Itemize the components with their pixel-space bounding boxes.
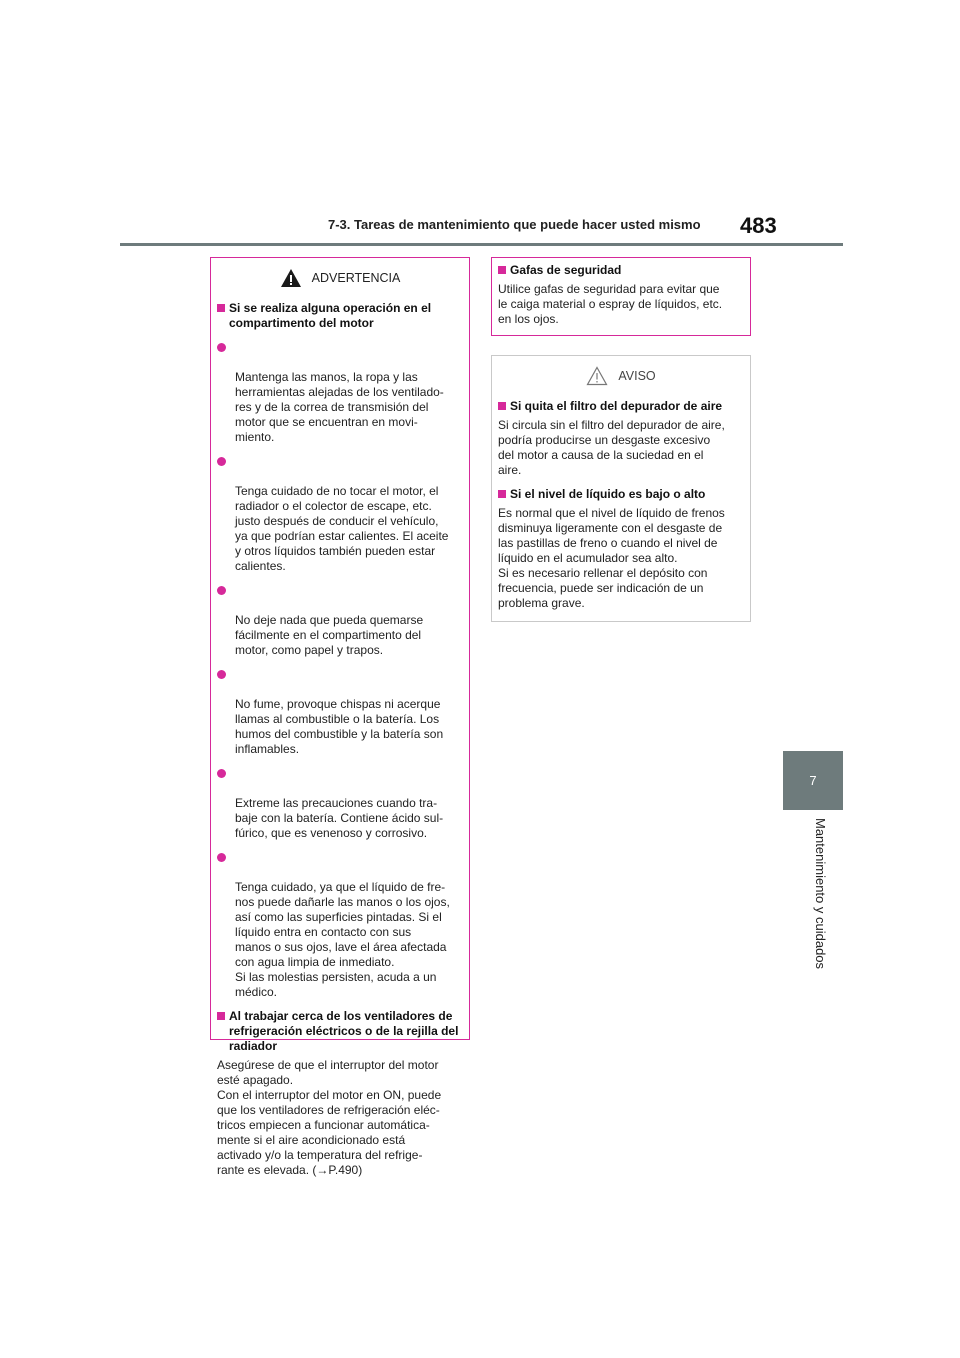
dot-bullet-icon <box>217 769 226 778</box>
dot-bullet-icon <box>217 853 226 862</box>
section-heading-engine-compartment: Si se realiza alguna operación en el compartimento del motor <box>217 301 463 331</box>
dot-bullet-icon <box>217 670 226 679</box>
notice-title: AVISO <box>618 369 656 383</box>
notice-box <box>491 355 751 622</box>
square-bullet-icon <box>217 1012 225 1020</box>
warning-title: ADVERTENCIA <box>311 271 401 285</box>
dot-bullet-icon <box>217 343 226 352</box>
square-bullet-icon <box>498 490 506 498</box>
warning-item: Extreme las precauciones cuando tra- baje con la batería. Contiene ácido sul- fúrico, que es venenoso y corrosivo. <box>217 766 463 841</box>
warning-box-header <box>217 264 463 292</box>
warning-item: Tenga cuidado de no tocar el motor, el radiador o el colector de escape, etc. justo después de conducir el vehículo, ya que podrían estar calientes. El aceite y otros líquidos también pueden estar calientes. <box>217 454 463 574</box>
fluid-level-text: Es normal que el nivel de líquido de frenos disminuya ligeramente con el desgaste de las pastillas de freno o cuando el nivel de líquido en el acumulador sea alto. Si es necesario rellenar el depósito con frecuencia, puede ser indicación de un problema grave. <box>498 506 725 610</box>
section-heading-goggles: Gafas de seguridad <box>498 263 744 278</box>
notice-triangle-icon <box>586 366 608 386</box>
section-title: 7-3. Tareas de mantenimiento que puede hacer usted mismo <box>328 217 701 232</box>
dot-bullet-icon <box>217 586 226 595</box>
header-rule <box>120 243 843 246</box>
goggles-text: Utilice gafas de seguridad para evitar que le caiga material o espray de líquidos, etc. en los ojos. <box>498 282 723 326</box>
page-number: 483 <box>740 213 777 238</box>
warning-item: Tenga cuidado, ya que el líquido de fre- nos puede dañarle las manos o los ojos, así como las superficies pintadas. Si el líquido entra en contacto con sus manos o sus ojos, lave el área afectada con agua limpia de inmediato. Si las molestias persisten, acuda a un médico. <box>217 850 463 1000</box>
chapter-title: Mantenimiento y cuidados <box>813 818 828 970</box>
notice-box-header <box>498 362 744 390</box>
arrow-right-icon: → <box>316 1163 329 1177</box>
square-bullet-icon <box>498 266 506 274</box>
section-heading-cooling-fans: Al trabajar cerca de los ventiladores de refrigeración eléctricos o de la rejilla del radiador <box>217 1009 463 1054</box>
dot-bullet-icon <box>217 457 226 466</box>
chapter-number: 7 <box>809 773 817 788</box>
warning-triangle-icon <box>280 268 302 288</box>
square-bullet-icon <box>498 402 506 410</box>
warning-item: No deje nada que pueda quemarse fácilmente en el compartimento del motor, como papel y trapos. <box>217 583 463 658</box>
chapter-tab <box>783 751 843 810</box>
square-bullet-icon <box>217 304 225 312</box>
air-filter-text: Si circula sin el filtro del depurador de aire, podría producirse un desgaste excesivo del motor a causa de la suciedad en el aire. <box>498 418 725 477</box>
page-reference-link[interactable]: P.490) <box>328 1163 363 1177</box>
warning-item: No fume, provoque chispas ni acerque llamas al combustible o la batería. Los humos del combustible y la batería son inflamables. <box>217 667 463 757</box>
warning-box <box>210 257 470 1177</box>
safety-goggles-box <box>491 257 751 336</box>
section-heading-air-filter: Si quita el filtro del depurador de aire <box>498 399 744 414</box>
section-heading-fluid-level: Si el nivel de líquido es bajo o alto <box>498 487 744 502</box>
warning-item: Mantenga las manos, la ropa y las herramientas alejadas de los ventilado- res y de la correa de transmisión del motor que se encuentran en movi- miento. <box>217 340 463 445</box>
cooling-fans-text: Asegúrese de que el interruptor del motor esté apagado. Con el interruptor del motor en ON, puede que los ventiladores de refrigeración eléc- tricos empiecen a funcionar automática- mente si el aire acondicionado está activado y/o la temperatura del refrige- rante es elevada. (→P.490) <box>217 1058 442 1177</box>
